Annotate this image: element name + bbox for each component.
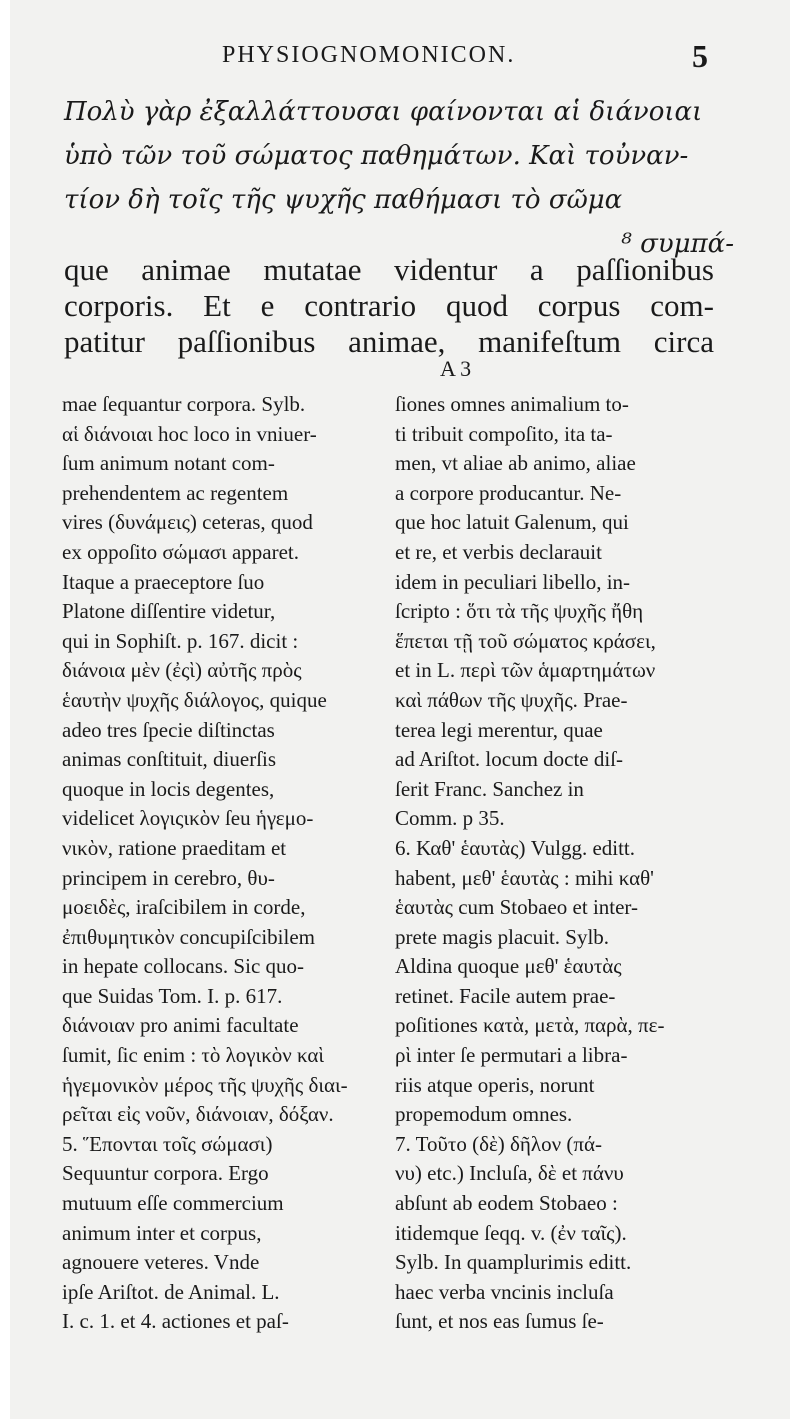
note-line: propemodum omnes. — [395, 1102, 573, 1127]
note-line: poſitiones κατὰ, μετὰ, παρὰ, πε- — [395, 1013, 665, 1038]
note-line: νικὸν, ratione praeditam et — [62, 835, 287, 860]
note-line: Sequuntur corpora. Ergo — [62, 1161, 269, 1186]
note-line: ἕπεται τῇ τοῦ σώματος κράσει, — [395, 628, 656, 653]
page-header — [10, 38, 790, 78]
note-line: Sylb. In quamplurimis editt. — [395, 1250, 632, 1275]
note-line: prehendentem ac regentem — [62, 480, 289, 505]
note-line: haec verba vncinis incluſa — [395, 1279, 614, 1304]
greek-line: τίον δὴ τοῖς τῆς ψυχῆς παθήμασι τὸ σῶμα — [64, 185, 623, 215]
note-line: διάνοια μὲν (ἐςὶ) αὐτῆς πρὸς — [62, 658, 302, 683]
note-line: riis atque operis, norunt — [395, 1072, 595, 1097]
latin-line: patitur paſſionibus animae, manifeſtum circa — [64, 324, 714, 359]
note-line: retinet. Facile autem prae- — [395, 983, 616, 1008]
note-line: ſcripto : ὅτι τὰ τῆς ψυχῆς ἤθη — [395, 599, 644, 624]
note-line: ad Ariſtot. locum docte diſ- — [395, 747, 624, 772]
note-line: a corpore producantur. Ne- — [395, 480, 622, 505]
page-number: 5 — [692, 38, 708, 74]
greek-line: ⁸ συμπά- — [621, 229, 734, 259]
note-line: καὶ πάθων τῆς ψυχῆς. Prae- — [395, 687, 628, 712]
note-line: ſum animum notant com- — [62, 451, 275, 476]
note-line: ipſe Ariſtot. de Animal. L. — [62, 1279, 280, 1304]
note-line: itidemque ſeqq. v. (ἐν ταῖς). — [395, 1220, 627, 1245]
note-line: quoque in locis degentes, — [62, 776, 275, 801]
note-line: ρὶ inter ſe permutari a libra- — [395, 1043, 628, 1068]
note-line: terea legi merentur, quae — [395, 717, 603, 742]
note-line: ſumit, ſic enim : τὸ λογικὸν καὶ — [62, 1043, 325, 1068]
greek-line: Πολὺ γὰρ ἐξαλλάττουσαι φαίνονται αἱ διάνοιαι — [64, 97, 703, 127]
note-line: νυ) etc.) Incluſa, δὲ et πάνυ — [395, 1161, 624, 1186]
note-line: et re, et verbis declarauit — [395, 539, 602, 564]
latin-main-text — [64, 252, 714, 360]
note-line: Aldina quoque μεθ' ἑαυτὰς — [395, 954, 622, 979]
note-line: men, vt aliae ab animo, aliae — [395, 451, 636, 476]
latin-line: que animae mutatae videntur a paſſionibus — [64, 252, 714, 287]
note-line: αἱ διάνοιαι hoc loco in vniuer- — [62, 421, 317, 446]
latin-line: corporis. Et e contrario quod corpus com- — [64, 288, 714, 323]
greek-main-text — [64, 90, 734, 266]
note-line: Platone diſſentire videtur, — [62, 599, 276, 624]
note-line: ex oppoſito σώμασι apparet. — [62, 539, 299, 564]
note-line: 6. Καθ' ἑαυτὰς) Vulgg. editt. — [395, 835, 636, 860]
note-line: animas conſtituit, diuerſis — [62, 747, 277, 772]
note-line: animum inter et corpus, — [62, 1220, 262, 1245]
note-line: μοειδὲς, iraſcibilem in corde, — [62, 895, 306, 920]
note-line: I. c. 1. et 4. actiones et paſ- — [62, 1309, 289, 1334]
note-line: ἡγεμονικὸν μέρος τῆς ψυχῆς διαι- — [62, 1072, 348, 1097]
note-line: principem in cerebro, θυ- — [62, 865, 275, 890]
note-line: ſiones omnes animalium to- — [395, 392, 629, 416]
note-line: ſerit Franc. Sanchez in — [395, 776, 584, 801]
note-line: 5. Ἕπονται τοῖς σώμασι) — [62, 1131, 273, 1156]
note-line: in hepate collocans. Sic quo- — [62, 954, 305, 979]
note-line: videlicet λογιςικὸν ſeu ἡγεμο- — [62, 806, 314, 831]
signature-mark: A 3 — [440, 356, 472, 381]
note-line: que Suidas Tom. I. p. 617. — [62, 983, 283, 1008]
note-line: mutuum eſſe commercium — [62, 1191, 284, 1216]
note-line: et in L. περὶ τῶν ἁμαρτημάτων — [395, 658, 656, 683]
notes-left-column — [62, 390, 382, 1337]
note-line: 7. Τοῦτο (δὲ) δῆλον (πά- — [395, 1131, 602, 1156]
note-line: ἑαυτὰς cum Stobaeo et inter- — [395, 895, 638, 920]
note-line: ſunt, et nos eas ſumus ſe- — [395, 1309, 604, 1334]
note-line: ρεῖται εἰς νοῦν, διάνοιαν, δόξαν. — [62, 1102, 334, 1127]
note-line: habent, μεθ' ἑαυτὰς : mihi καθ' — [395, 865, 654, 890]
note-line: ἐπιθυμητικὸν concupiſcibilem — [62, 924, 315, 949]
note-line: prete magis placuit. Sylb. — [395, 924, 610, 949]
note-line: Comm. p 35. — [395, 806, 505, 831]
note-line: ἑαυτὴν ψυχῆς διάλογος, quique — [62, 687, 327, 712]
greek-line: ὑπὸ τῶν τοῦ σώματος παθημάτων. Καὶ τοὐναν- — [64, 141, 689, 171]
running-head: PHYSIOGNOMONICON. — [222, 42, 516, 68]
note-line: idem in peculiari libello, in- — [395, 569, 631, 594]
note-line: que hoc latuit Galenum, qui — [395, 510, 629, 535]
note-line: mae ſequantur corpora. Sylb. — [62, 392, 306, 416]
note-line: agnouere veteres. Vnde — [62, 1250, 260, 1275]
note-line: adeo tres ſpecie diſtinctas — [62, 717, 275, 742]
note-line: qui in Sophiſt. p. 167. dicit : — [62, 628, 299, 653]
notes-right-column — [395, 390, 715, 1337]
book-page — [10, 0, 790, 1419]
note-line: διάνοιαν pro animi facultate — [62, 1013, 299, 1038]
note-line: ti tribuit compoſito, ita ta- — [395, 421, 613, 446]
note-line: abſunt ab eodem Stobaeo : — [395, 1191, 618, 1216]
note-line: Itaque a praeceptore ſuo — [62, 569, 265, 594]
note-line: vires (δυνάμεις) ceteras, quod — [62, 510, 313, 535]
